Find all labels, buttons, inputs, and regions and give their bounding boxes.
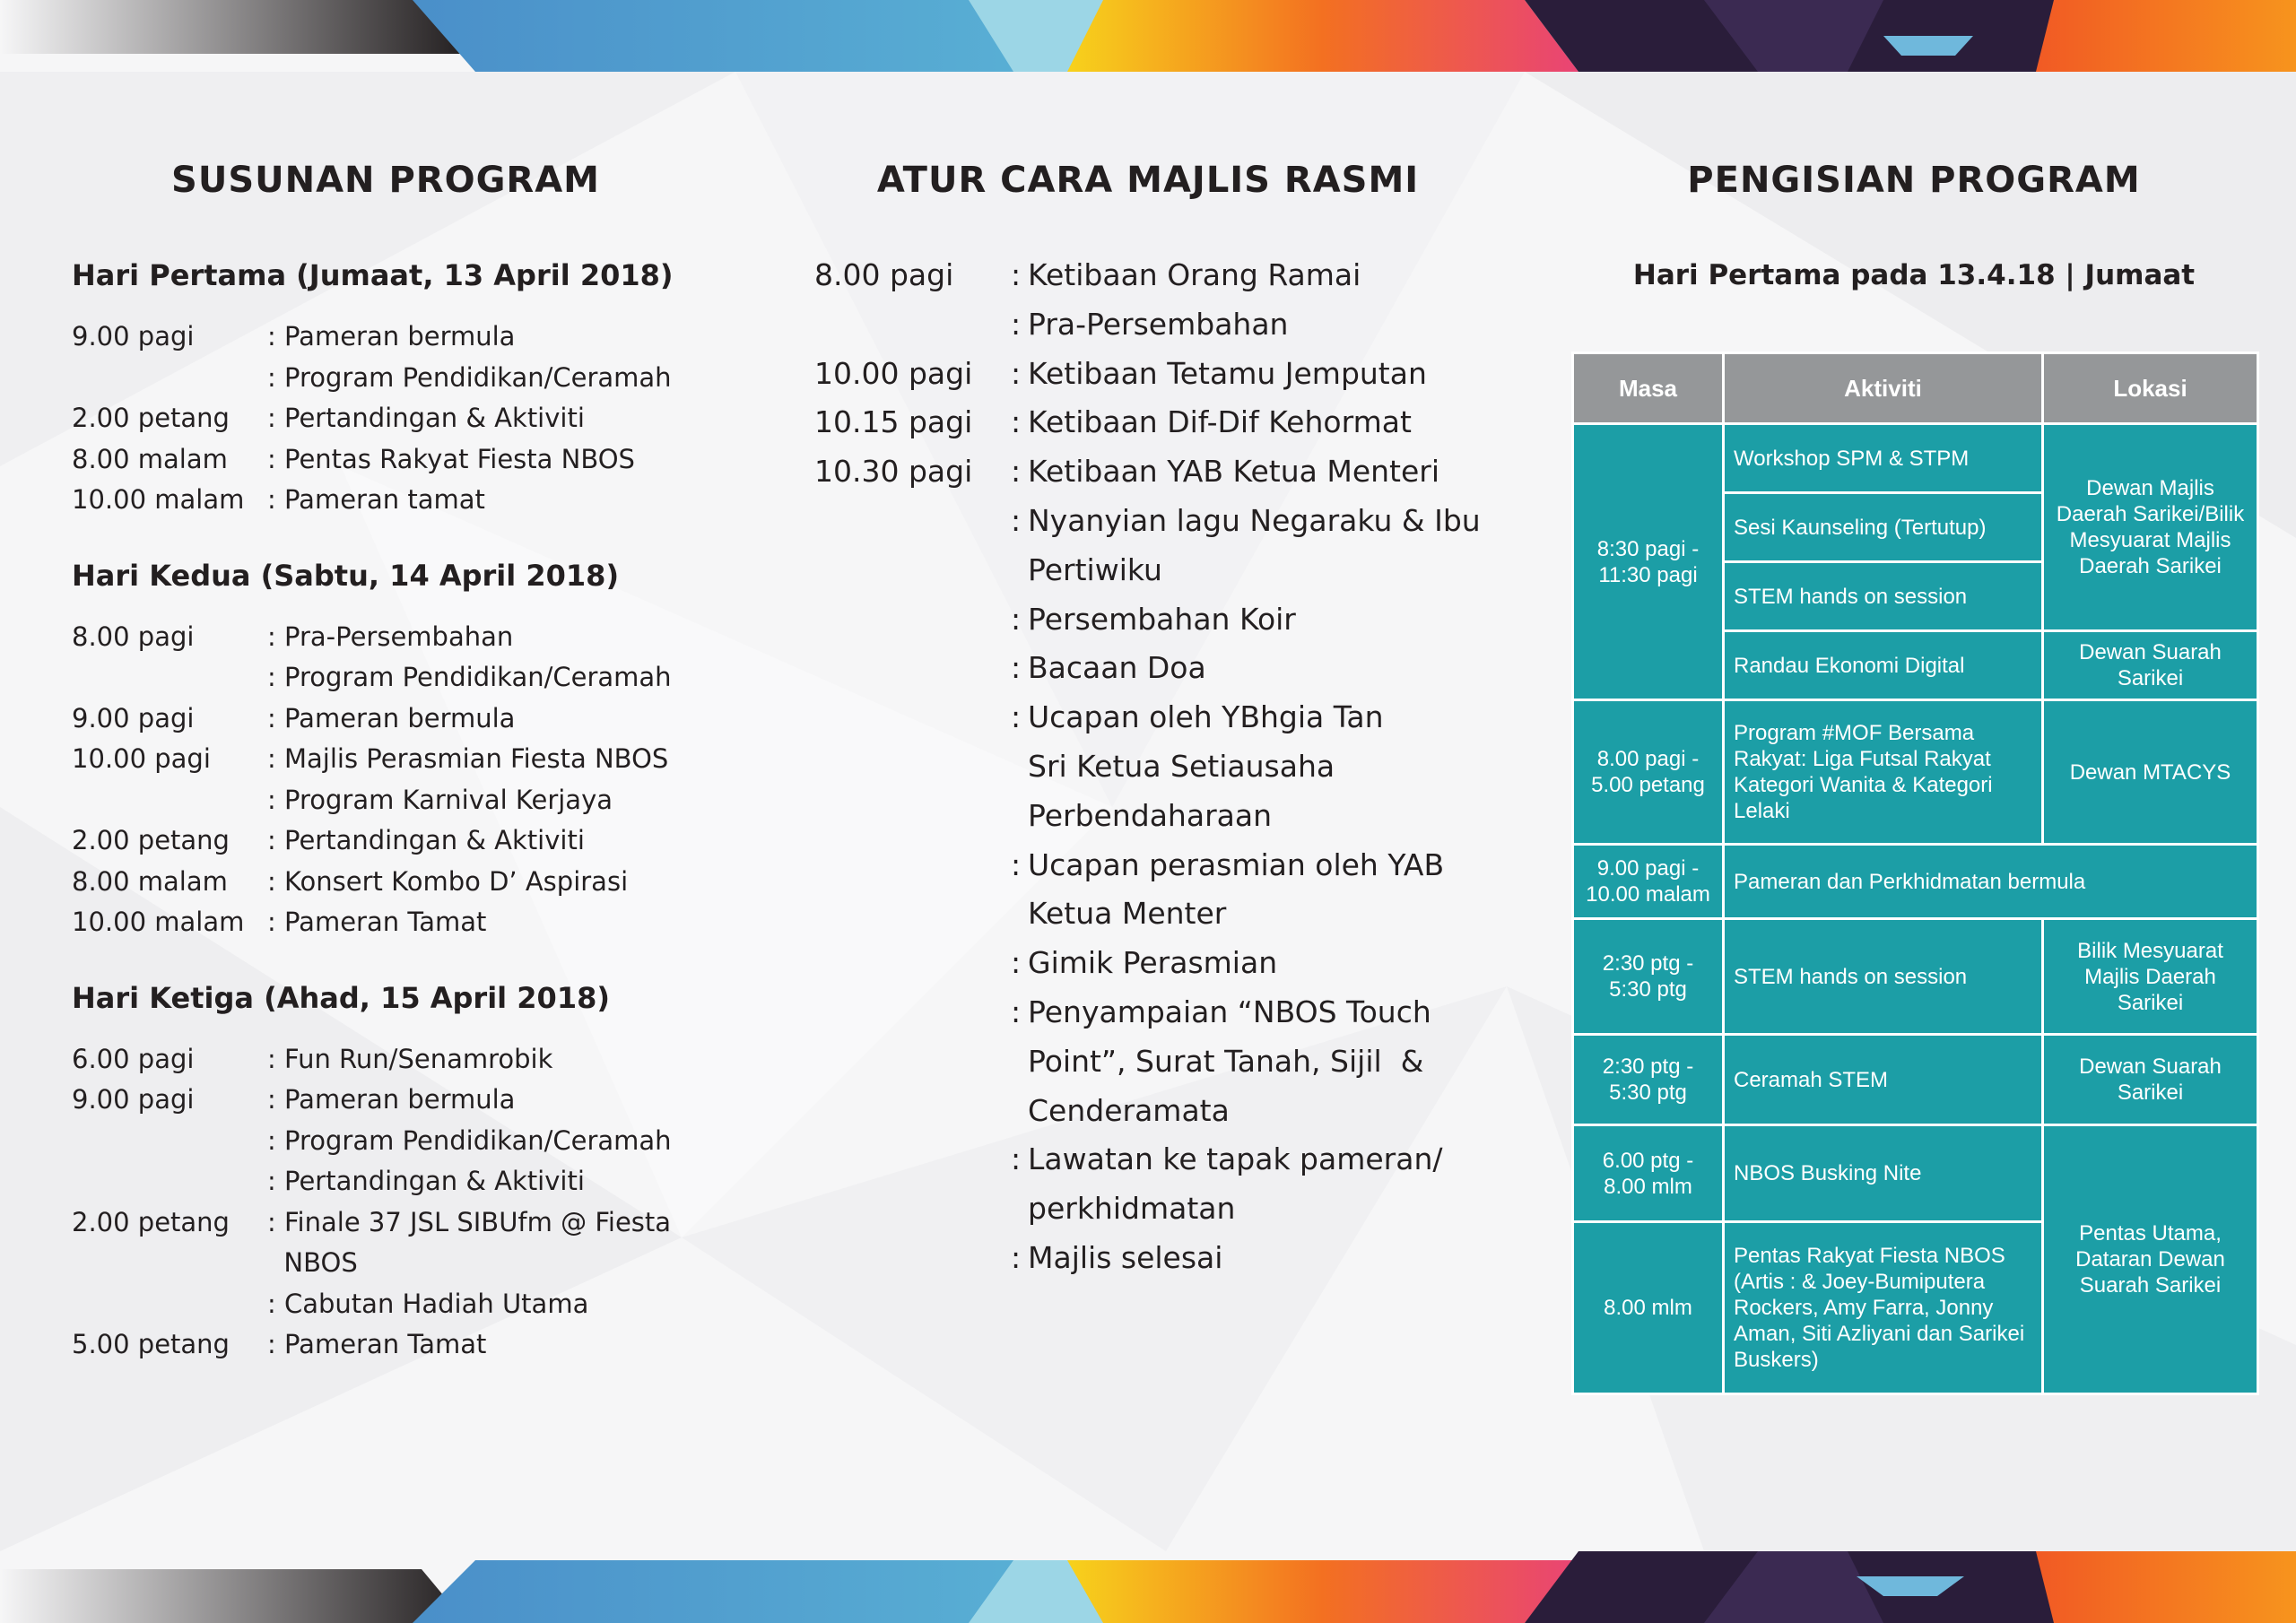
agenda-time	[814, 644, 1011, 693]
schedule-activity: : Program Karnival Kerjaya	[267, 784, 613, 815]
agenda-time: 10.30 pagi	[814, 454, 973, 490]
agenda-item: : Pra-Persembahan	[1011, 300, 1496, 350]
day-1	[72, 253, 718, 521]
agenda-line: Majlis selesai	[1028, 1239, 1223, 1275]
agenda-line: Perbendaharaan	[1028, 797, 1272, 833]
table-row	[1573, 845, 2258, 919]
schedule-time	[72, 1284, 267, 1325]
header-lokasi: Lokasi	[2043, 353, 2258, 424]
agenda-item: : Persembahan Koir	[1011, 595, 1496, 645]
agenda-line: Persembahan Koir	[1028, 601, 1296, 637]
schedule-activity: : Pertandingan & Aktiviti	[267, 825, 585, 855]
schedule-time: 9.00 pagi	[72, 1084, 195, 1115]
cell-lokasi: Bilik Mesyuarat Majlis Daerah Sarikei	[2043, 919, 2258, 1035]
agenda-time	[814, 497, 1011, 595]
agenda-time	[814, 300, 1011, 350]
cell-aktiviti: Workshop SPM & STPM	[1724, 424, 2043, 493]
header-aktiviti: Aktiviti	[1724, 353, 2043, 424]
agenda-item: : Ucapan oleh YBhgia Tan Sri Ketua Setiausaha Perbendaharaan	[1011, 693, 1496, 840]
table-row	[1573, 424, 2258, 493]
agenda-item: : Ketibaan Dif-Dif Kehormat	[1011, 398, 1496, 447]
schedule-time: 9.00 pagi	[72, 321, 195, 352]
agenda-line: Ketibaan Tetamu Jemputan	[1028, 355, 1427, 391]
schedule-time: 10.00 malam	[72, 907, 245, 937]
agenda-item: : Bacaan Doa	[1011, 644, 1496, 693]
agenda-line: Gimik Perasmian	[1028, 945, 1278, 981]
day-3	[72, 976, 718, 1366]
agenda-item: : Penyampaian “NBOS Touch Point”, Surat Tanah, Sijil & Cenderamata	[1011, 988, 1496, 1135]
schedule-time: 6.00 pagi	[72, 1043, 195, 1074]
table-row	[1573, 1125, 2258, 1222]
header-masa: Masa	[1573, 353, 1724, 424]
pengisian-program-title: PENGISIAN PROGRAM	[1687, 160, 2141, 201]
atur-cara-list	[814, 251, 1496, 1283]
cell-aktiviti: Ceramah STEM	[1724, 1035, 2043, 1125]
cell-aktiviti: Sesi Kaunseling (Tertutup)	[1724, 493, 2043, 562]
agenda-time	[814, 1234, 1011, 1283]
schedule-activity: : Majlis Perasmian Fiesta NBOS	[267, 743, 669, 774]
cell-aktiviti: Randau Ekonomi Digital	[1724, 631, 2043, 700]
susunan-program-section	[72, 253, 718, 1398]
schedule-list	[72, 617, 718, 943]
agenda-time: 8.00 pagi	[814, 257, 954, 292]
cell-masa: 2:30 ptg - 5:30 ptg	[1573, 1035, 1724, 1125]
cell-lokasi: Dewan Suarah Sarikei	[2043, 1035, 2258, 1125]
agenda-line: Sri Ketua Setiausaha	[1028, 748, 1335, 784]
schedule-activity: : Pameran bermula	[267, 702, 516, 733]
schedule-time: 10.00 pagi	[72, 743, 211, 774]
cell-masa: 8:30 pagi - 11:30 pagi	[1573, 424, 1724, 700]
agenda-time	[814, 988, 1011, 1135]
agenda-item: : Lawatan ke tapak pameran/ perkhidmatan	[1011, 1135, 1496, 1234]
table-header-row	[1573, 353, 2258, 424]
schedule-activity: : Konsert Kombo D’ Aspirasi	[267, 865, 629, 897]
atur-cara-title: ATUR CARA MAJLIS RASMI	[876, 160, 1420, 201]
schedule-time: 9.00 pagi	[72, 702, 195, 733]
agenda-line: Ketibaan Dif-Dif Kehormat	[1028, 404, 1412, 440]
schedule-activity: : Program Pendidikan/Ceramah	[267, 662, 672, 692]
cell-aktiviti: Program #MOF Bersama Rakyat: Liga Futsal Rakyat Kategori Wanita & Kategori Lelaki	[1724, 700, 2043, 845]
schedule-activity: NBOS	[267, 1247, 358, 1278]
cell-masa: 8.00 pagi - 5.00 petang	[1573, 700, 1724, 845]
bottom-decorative-band	[0, 1551, 2296, 1623]
top-decorative-band	[0, 0, 2296, 72]
schedule-activity: : Pra-Persembahan	[267, 621, 514, 652]
schedule-activity: : Pameran bermula	[267, 321, 516, 352]
agenda-time	[814, 939, 1011, 988]
agenda-line: Ucapan perasmian oleh YAB	[1028, 846, 1445, 882]
agenda-line: Pertiwiku	[1028, 551, 1162, 587]
agenda-line: Ketibaan Orang Ramai	[1028, 257, 1361, 292]
cell-masa: 6.00 ptg - 8.00 mlm	[1573, 1125, 1724, 1222]
cell-lokasi: Pentas Utama, Dataran Dewan Suarah Sarikei	[2043, 1125, 2258, 1394]
agenda-line: Point”, Surat Tanah, Sijil &	[1028, 1043, 1424, 1079]
schedule-time: 5.00 petang	[72, 1329, 230, 1359]
schedule-time	[72, 1121, 267, 1162]
agenda-time	[814, 1135, 1011, 1234]
schedule-time	[72, 358, 267, 399]
table-row	[1573, 919, 2258, 1035]
agenda-line: perkhidmatan	[1028, 1191, 1236, 1227]
schedule-time	[72, 1243, 267, 1284]
agenda-time	[814, 595, 1011, 645]
day-subtitle: Hari Pertama pada 13.4.18 | Jumaat	[1632, 259, 2196, 291]
agenda-item: : Ucapan perasmian oleh YAB Ketua Menter	[1011, 841, 1496, 940]
agenda-item: : Gimik Perasmian	[1011, 939, 1496, 988]
agenda-item: : Ketibaan YAB Ketua Menteri	[1011, 447, 1496, 497]
schedule-activity: : Pameran Tamat	[267, 1329, 487, 1359]
schedule-time	[72, 657, 267, 699]
day-heading: Hari Ketiga (Ahad, 15 April 2018)	[72, 980, 610, 1015]
schedule-activity: : Program Pendidikan/Ceramah	[267, 361, 672, 393]
agenda-time	[814, 693, 1011, 840]
day-2	[72, 553, 718, 943]
agenda-item: : Majlis selesai	[1011, 1234, 1496, 1283]
schedule-time	[72, 780, 267, 821]
agenda-line: Cenderamata	[1028, 1092, 1230, 1128]
schedule-activity: : Pameran bermula	[267, 1084, 516, 1115]
table-row	[1573, 1035, 2258, 1125]
agenda-line: Pra-Persembahan	[1028, 306, 1289, 342]
cell-aktiviti: Pentas Rakyat Fiesta NBOS (Artis : & Joey-Bumiputera Rockers, Amy Farra, Jonny Aman, Siti Azliyani dan Sarikei Buskers)	[1724, 1222, 2043, 1394]
schedule-list	[72, 317, 718, 521]
agenda-line: Ketibaan YAB Ketua Menteri	[1028, 454, 1440, 490]
agenda-item: : Ketibaan Orang Ramai	[1011, 251, 1496, 300]
cell-masa: 2:30 ptg - 5:30 ptg	[1573, 919, 1724, 1035]
schedule-activity: : Fun Run/Senamrobik	[267, 1043, 553, 1074]
day-heading: Hari Pertama (Jumaat, 13 April 2018)	[72, 258, 674, 292]
cell-lokasi: Dewan Majlis Daerah Sarikei/Bilik Mesyuarat Majlis Daerah Sarikei	[2043, 424, 2258, 631]
schedule-time: 10.00 malam	[72, 484, 245, 515]
cell-aktiviti: Pameran dan Perkhidmatan bermula	[1724, 845, 2258, 919]
schedule-activity: : Pameran Tamat	[267, 907, 487, 937]
schedule-activity: : Pameran tamat	[267, 484, 485, 515]
schedule-activity: : Pertandingan & Aktiviti	[267, 1166, 585, 1196]
susunan-program-title: SUSUNAN PROGRAM	[171, 160, 600, 201]
agenda-line: Nyanyian lagu Negaraku & Ibu	[1028, 502, 1481, 538]
agenda-line: Bacaan Doa	[1028, 650, 1206, 686]
cell-masa: 9.00 pagi - 10.00 malam	[1573, 845, 1724, 919]
schedule-time: 8.00 malam	[72, 443, 228, 474]
cell-aktiviti: NBOS Busking Nite	[1724, 1125, 2043, 1222]
agenda-line: Penyampaian “NBOS Touch	[1028, 994, 1431, 1029]
schedule-activity: : Pertandingan & Aktiviti	[267, 403, 585, 433]
agenda-line: Ucapan oleh YBhgia Tan	[1028, 699, 1384, 735]
schedule-time: 2.00 petang	[72, 403, 230, 433]
schedule-time: 8.00 pagi	[72, 621, 195, 652]
agenda-line: Lawatan ke tapak pameran/	[1028, 1141, 1443, 1177]
agenda-time: 10.15 pagi	[814, 404, 973, 440]
schedule-activity: : Finale 37 JSL SIBUfm @ Fiesta	[267, 1206, 672, 1237]
schedule-activity: : Pentas Rakyat Fiesta NBOS	[267, 443, 635, 474]
agenda-item: : Nyanyian lagu Negaraku & Ibu Pertiwiku	[1011, 497, 1496, 595]
cell-lokasi: Dewan Suarah Sarikei	[2043, 631, 2258, 700]
table-row	[1573, 700, 2258, 845]
day-heading: Hari Kedua (Sabtu, 14 April 2018)	[72, 558, 620, 593]
schedule-time	[72, 1161, 267, 1202]
schedule-activity: : Program Pendidikan/Ceramah	[267, 1124, 672, 1156]
cell-aktiviti: STEM hands on session	[1724, 919, 2043, 1035]
agenda-line: Ketua Menter	[1028, 896, 1227, 932]
cell-lokasi: Dewan MTACYS	[2043, 700, 2258, 845]
schedule-time: 2.00 petang	[72, 825, 230, 855]
schedule-list	[72, 1039, 718, 1366]
cell-masa: 8.00 mlm	[1573, 1222, 1724, 1394]
cell-aktiviti: STEM hands on session	[1724, 562, 2043, 631]
schedule-activity: : Cabutan Hadiah Utama	[267, 1288, 589, 1319]
agenda-time: 10.00 pagi	[814, 355, 973, 391]
schedule-time: 2.00 petang	[72, 1206, 230, 1237]
schedule-time: 8.00 malam	[72, 865, 228, 897]
program-table	[1571, 352, 2259, 1395]
agenda-time	[814, 841, 1011, 940]
agenda-item: : Ketibaan Tetamu Jemputan	[1011, 350, 1496, 399]
